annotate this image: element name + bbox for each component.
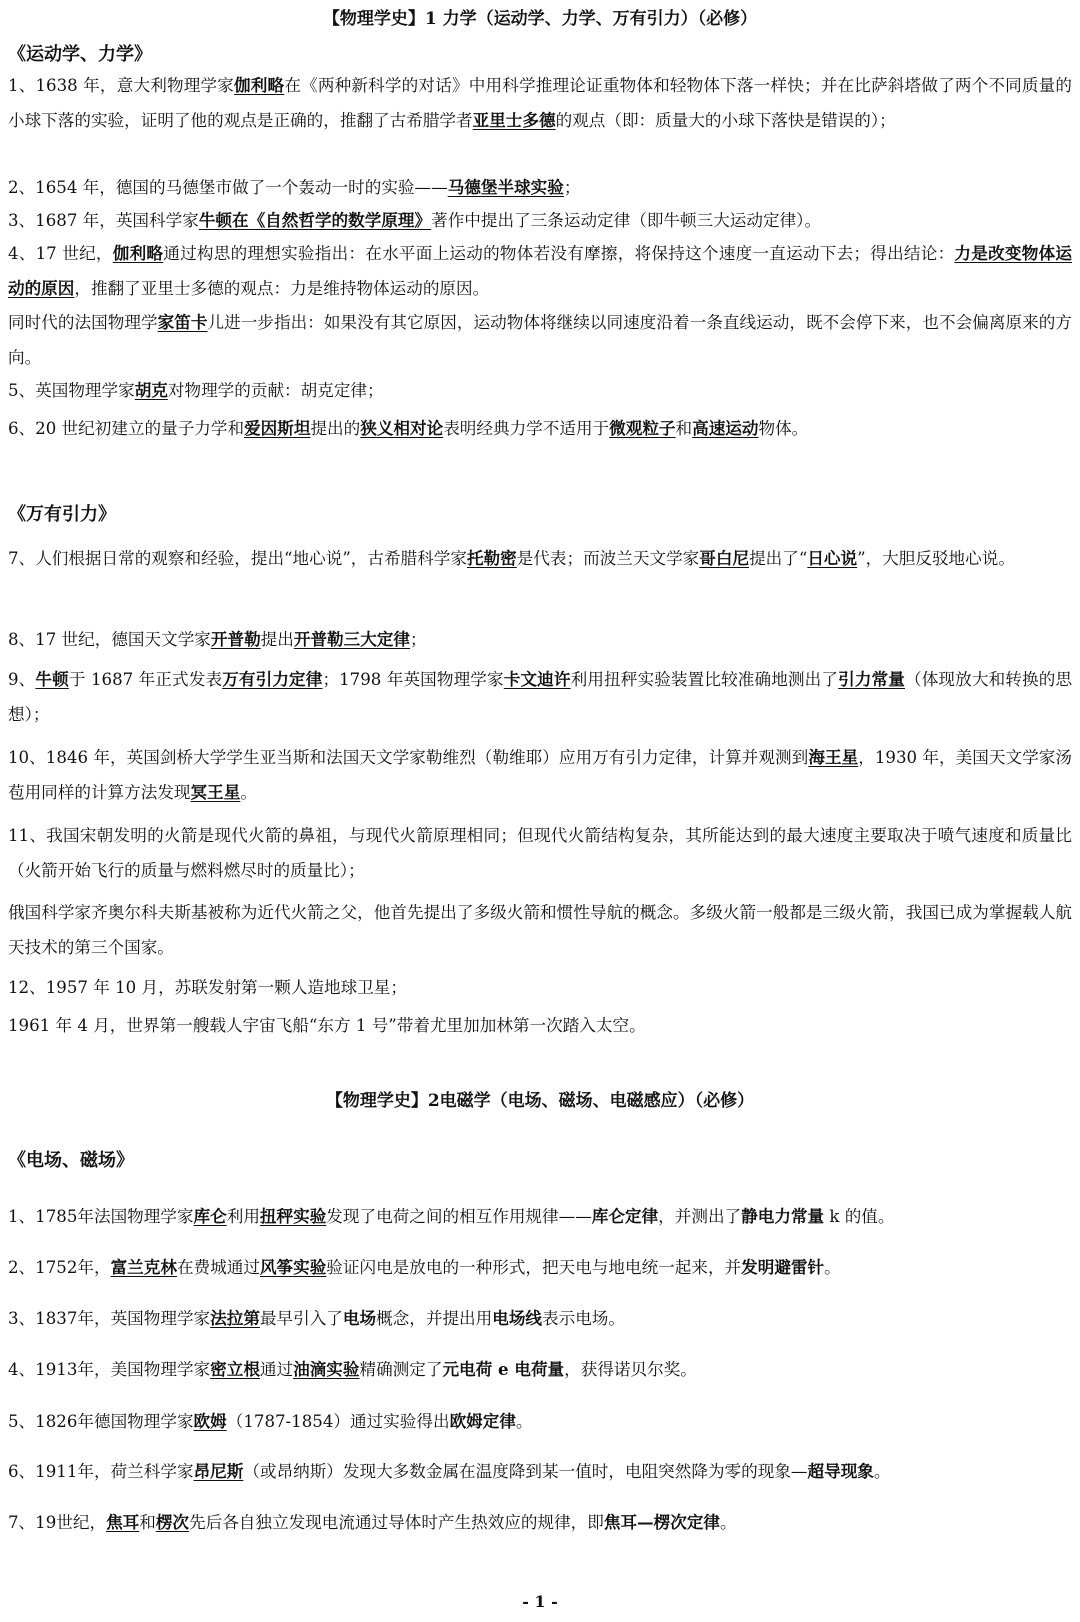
paragraph-10: 10、1846 年，英国剑桥大学学生亚当斯和法国天文学家勒维烈（勒维耶）应用万有引力定律，计算并观测到海王星，1930 年，美国天文学家汤苞用同样的计算方法发现冥王星。: [8, 747, 1073, 802]
paragraph-6: 6、20 世纪初建立的量子力学和爱因斯坦提出的狭义相对论表明经典力学不适用于微观粒子和高速运动物体。: [8, 418, 809, 438]
paragraph-12: 12、1957 年 10 月，苏联发射第一颗人造地球卫星；: [8, 978, 407, 997]
em-paragraph-6: 6、1911年，荷兰科学家昂尼斯（或昂纳斯）发现大多数金属在温度降到某一值时，电阻突然降为零的现象—超导现象。: [8, 1461, 891, 1481]
paragraph-2: 2、1654 年，德国的马德堡市做了一个轰动一时的实验——马德堡半球实验；: [8, 177, 581, 197]
em-paragraph-1: 1、1785年法国物理学家库仑利用扭秤实验发现了电荷之间的相互作用规律——库仑定律，并测出了静电力常量 k 的值。: [8, 1206, 895, 1226]
paragraph-3: 3、1687 年，英国科学家牛顿在《自然哲学的数学原理》著作中提出了三条运动定律（即牛顿三大运动定律）。: [8, 210, 822, 230]
paragraph-8: 8、17 世纪，德国天文学家开普勒提出开普勒三大定律；: [8, 629, 427, 649]
em-paragraph-5: 5、1826年德国物理学家欧姆（1787-1854）通过实验得出欧姆定律。: [8, 1411, 533, 1431]
em-paragraph-2: 2、1752年，富兰克林在费城通过风筝实验验证闪电是放电的一种形式，把天电与地电统一起来，并发明避雷针。: [8, 1257, 841, 1277]
subheading-electric-magnetic-fields: 《电场、磁场》: [8, 1150, 134, 1171]
paragraph-1: 1、1638 年，意大利物理学家伽利略在《两种新科学的对话》中用科学推理论证重物体和轻物体下落一样快；并在比萨斜塔做了两个不同质量的小球下落的实验，证明了他的观点是正确的，推翻了古希腊学者亚里士多德的观点（即：质量大的小球下落快是错误的）；: [8, 75, 1073, 130]
paragraph-7: 7、人们根据日常的观察和经验，提出“地心说”，古希腊科学家托勒密是代表；而波兰天文学家哥白尼提出了“日心说”，大胆反驳地心说。: [8, 548, 1015, 568]
em-paragraph-4: 4、1913年，美国物理学家密立根通过油滴实验精确测定了元电荷 e 电荷量，获得诺贝尔奖。: [8, 1359, 697, 1379]
paragraph-5: 5、英国物理学家胡克对物理学的贡献：胡克定律；: [8, 380, 384, 400]
subheading-gravitation: 《万有引力》: [8, 504, 116, 525]
paragraph-9: 9、牛顿于 1687 年正式发表万有引力定律；1798 年英国物理学家卡文迪许利用扭秤实验装置比较准确地测出了引力常量（体现放大和转换的思想）；: [8, 669, 1073, 724]
section-title-electromagnetism: 【物理学史】2电磁学（电场、磁场、电磁感应）（必修）: [325, 1091, 755, 1111]
section-title-mechanics: 【物理学史】1 力学（运动学、力学、万有引力）（必修）: [322, 9, 758, 29]
paragraph-4: 4、17 世纪，伽利略通过构思的理想实验指出：在水平面上运动的物体若没有摩擦，将保持这个速度一直运动下去；得出结论：力是改变物体运动的原因，推翻了亚里士多德的观点：力是维持物体运动的原因。: [8, 243, 1073, 298]
subheading-kinematics: 《运动学、力学》: [8, 44, 152, 65]
paragraph-11b: 俄国科学家齐奥尔科夫斯基被称为近代火箭之父，他首先提出了多级火箭和惯性导航的概念。多级火箭一般都是三级火箭，我国已成为掌握载人航天技术的第三个国家。: [8, 903, 1072, 957]
em-paragraph-3: 3、1837年，英国物理学家法拉第最早引入了电场概念，并提出用电场线表示电场。: [8, 1308, 625, 1328]
paragraph-11: 11、我国宋朝发明的火箭是现代火箭的鼻祖，与现代火箭原理相同；但现代火箭结构复杂，其所能达到的最大速度主要取决于喷气速度和质量比（火箭开始飞行的质量与燃料燃尽时的质量比）；: [8, 826, 1072, 880]
paragraph-4b: 同时代的法国物理学家笛卡儿进一步指出：如果没有其它原因，运动物体将继续以同速度沿着一条直线运动，既不会停下来，也不会偏离原来的方向。: [8, 312, 1073, 367]
em-paragraph-7: 7、19世纪，焦耳和楞次先后各自独立发现电流通过导体时产生热效应的规律，即焦耳—楞次定律。: [8, 1512, 737, 1532]
page-number: - 1 -: [522, 1592, 558, 1611]
paragraph-12b: 1961 年 4 月，世界第一艘载人宇宙飞船“东方 1 号”带着尤里加加林第一次踏入太空。: [8, 1016, 646, 1035]
